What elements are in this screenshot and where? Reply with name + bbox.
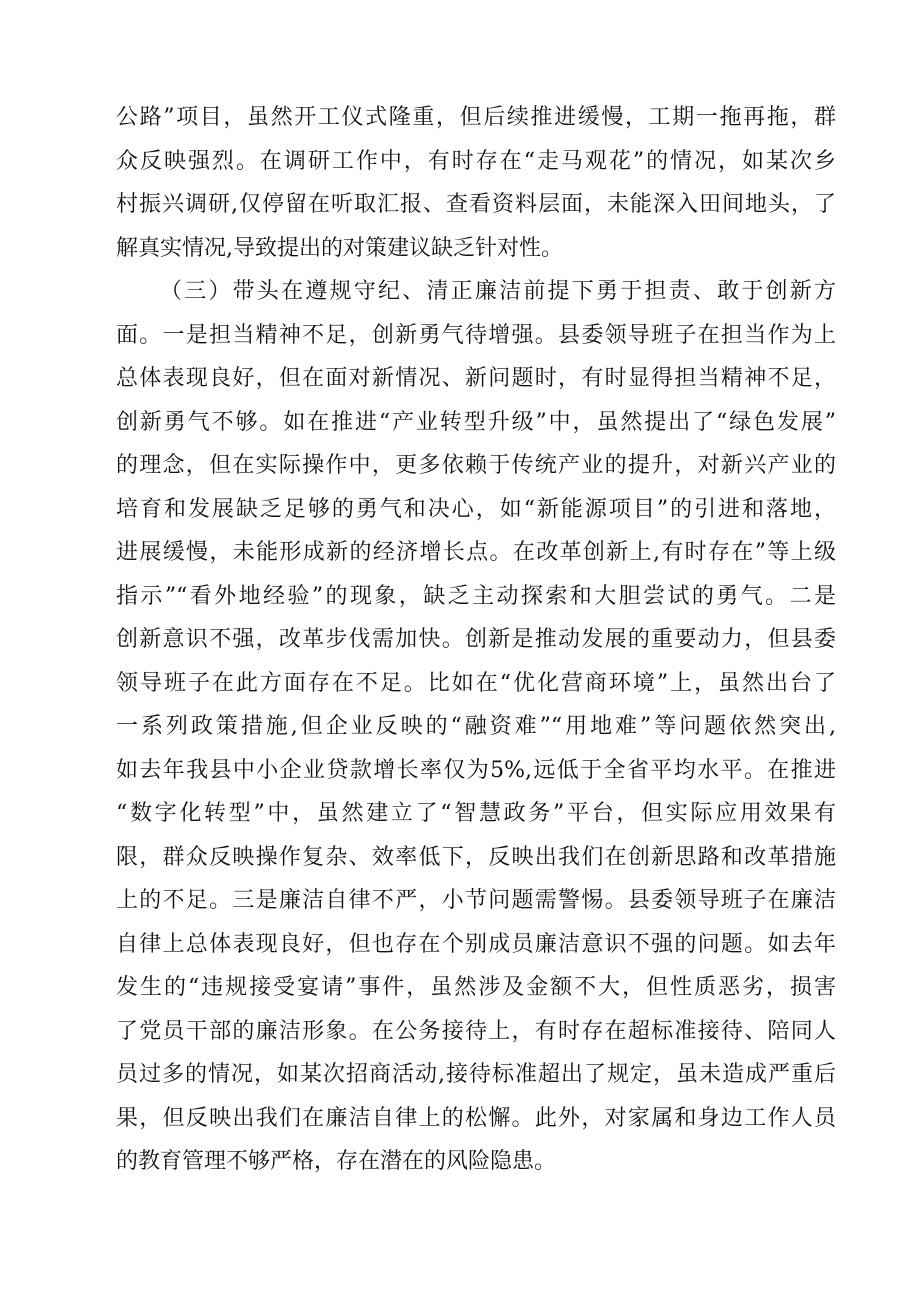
text-line: （三）带头在遵规守纪、清正廉洁前提下勇于担责、敢于创新方: [160, 279, 836, 304]
text-line: 解真实情况,导致提出的对策建议缺乏针对性。: [116, 235, 563, 261]
text-line: 限，群众反映操作复杂、效率低下，反映出我们在创新思路和改革措施: [116, 844, 836, 870]
text-line: 如去年我县中小企业贷款增长率仅为5%,远低于全省平均水平。在推进: [116, 757, 836, 783]
text-line: 自律上总体表现良好，但也存在个别成员廉洁意识不强的问题。如去年: [116, 931, 836, 957]
text-line: 的理念，但在实际操作中，更多依赖于传统产业的提升，对新兴产业的: [116, 453, 836, 478]
text-line: 创新勇气不够。如在推进“产业转型升级”中，虽然提出了“绿色发展”: [116, 409, 836, 435]
text-line: 总体表现良好，但在面对新情况、新问题时，有时显得担当精神不足，: [116, 366, 836, 391]
text-line: “数字化转型”中，虽然建立了“智慧政务”平台，但实际应用效果有: [116, 801, 836, 826]
text-line: 果，但反映出我们在廉洁自律上的松懈。此外，对家属和身边工作人员: [116, 1105, 836, 1131]
text-line: 发生的“违规接受宴请”事件，虽然涉及金额不大，但性质恶劣，损害: [116, 975, 836, 1000]
text-line: 公路”项目，虽然开工仪式隆重，但后续推进缓慢，工期一拖再拖，群: [116, 105, 836, 130]
text-line: 的教育管理不够严格，存在潜在的风险隐患。: [116, 1149, 557, 1174]
text-line: 创新意识不强，改革步伐需加快。创新是推动发展的重要动力，但县委: [116, 627, 836, 652]
text-line: 领导班子在此方面存在不足。比如在“优化营商环境”上，虽然出台了: [116, 670, 836, 696]
text-line: 上的不足。三是廉洁自律不严，小节问题需警惕。县委领导班子在廉洁: [116, 888, 836, 913]
text-line: 面。一是担当精神不足，创新勇气待增强。县委领导班子在担当作为上: [116, 322, 836, 348]
text-line: 进展缓慢，未能形成新的经济增长点。在改革创新上,有时存在”等上级: [116, 540, 836, 565]
text-line: 了党员干部的廉洁形象。在公务接待上，有时存在超标准接待、陪同人: [116, 1018, 836, 1044]
text-line: 众反映强烈。在调研工作中，有时存在“走马观花”的情况，如某次乡: [116, 148, 836, 174]
text-line: 指示”“看外地经验”的现象，缺乏主动探索和大胆尝试的勇气。二是: [116, 583, 836, 609]
text-line: 村振兴调研,仅停留在听取汇报、查看资料层面，未能深入田间地头，了: [116, 192, 836, 217]
body-text: [116, 96, 836, 1184]
text-line: 员过多的情况，如某次招商活动,接待标准超出了规定，虽未造成严重后: [116, 1062, 836, 1087]
text-line: 一系列政策措施,但企业反映的“融资难”“用地难”等问题依然突出,: [116, 714, 836, 739]
text-line: 培育和发展缺乏足够的勇气和决心，如“新能源项目”的引进和落地，: [116, 496, 836, 522]
